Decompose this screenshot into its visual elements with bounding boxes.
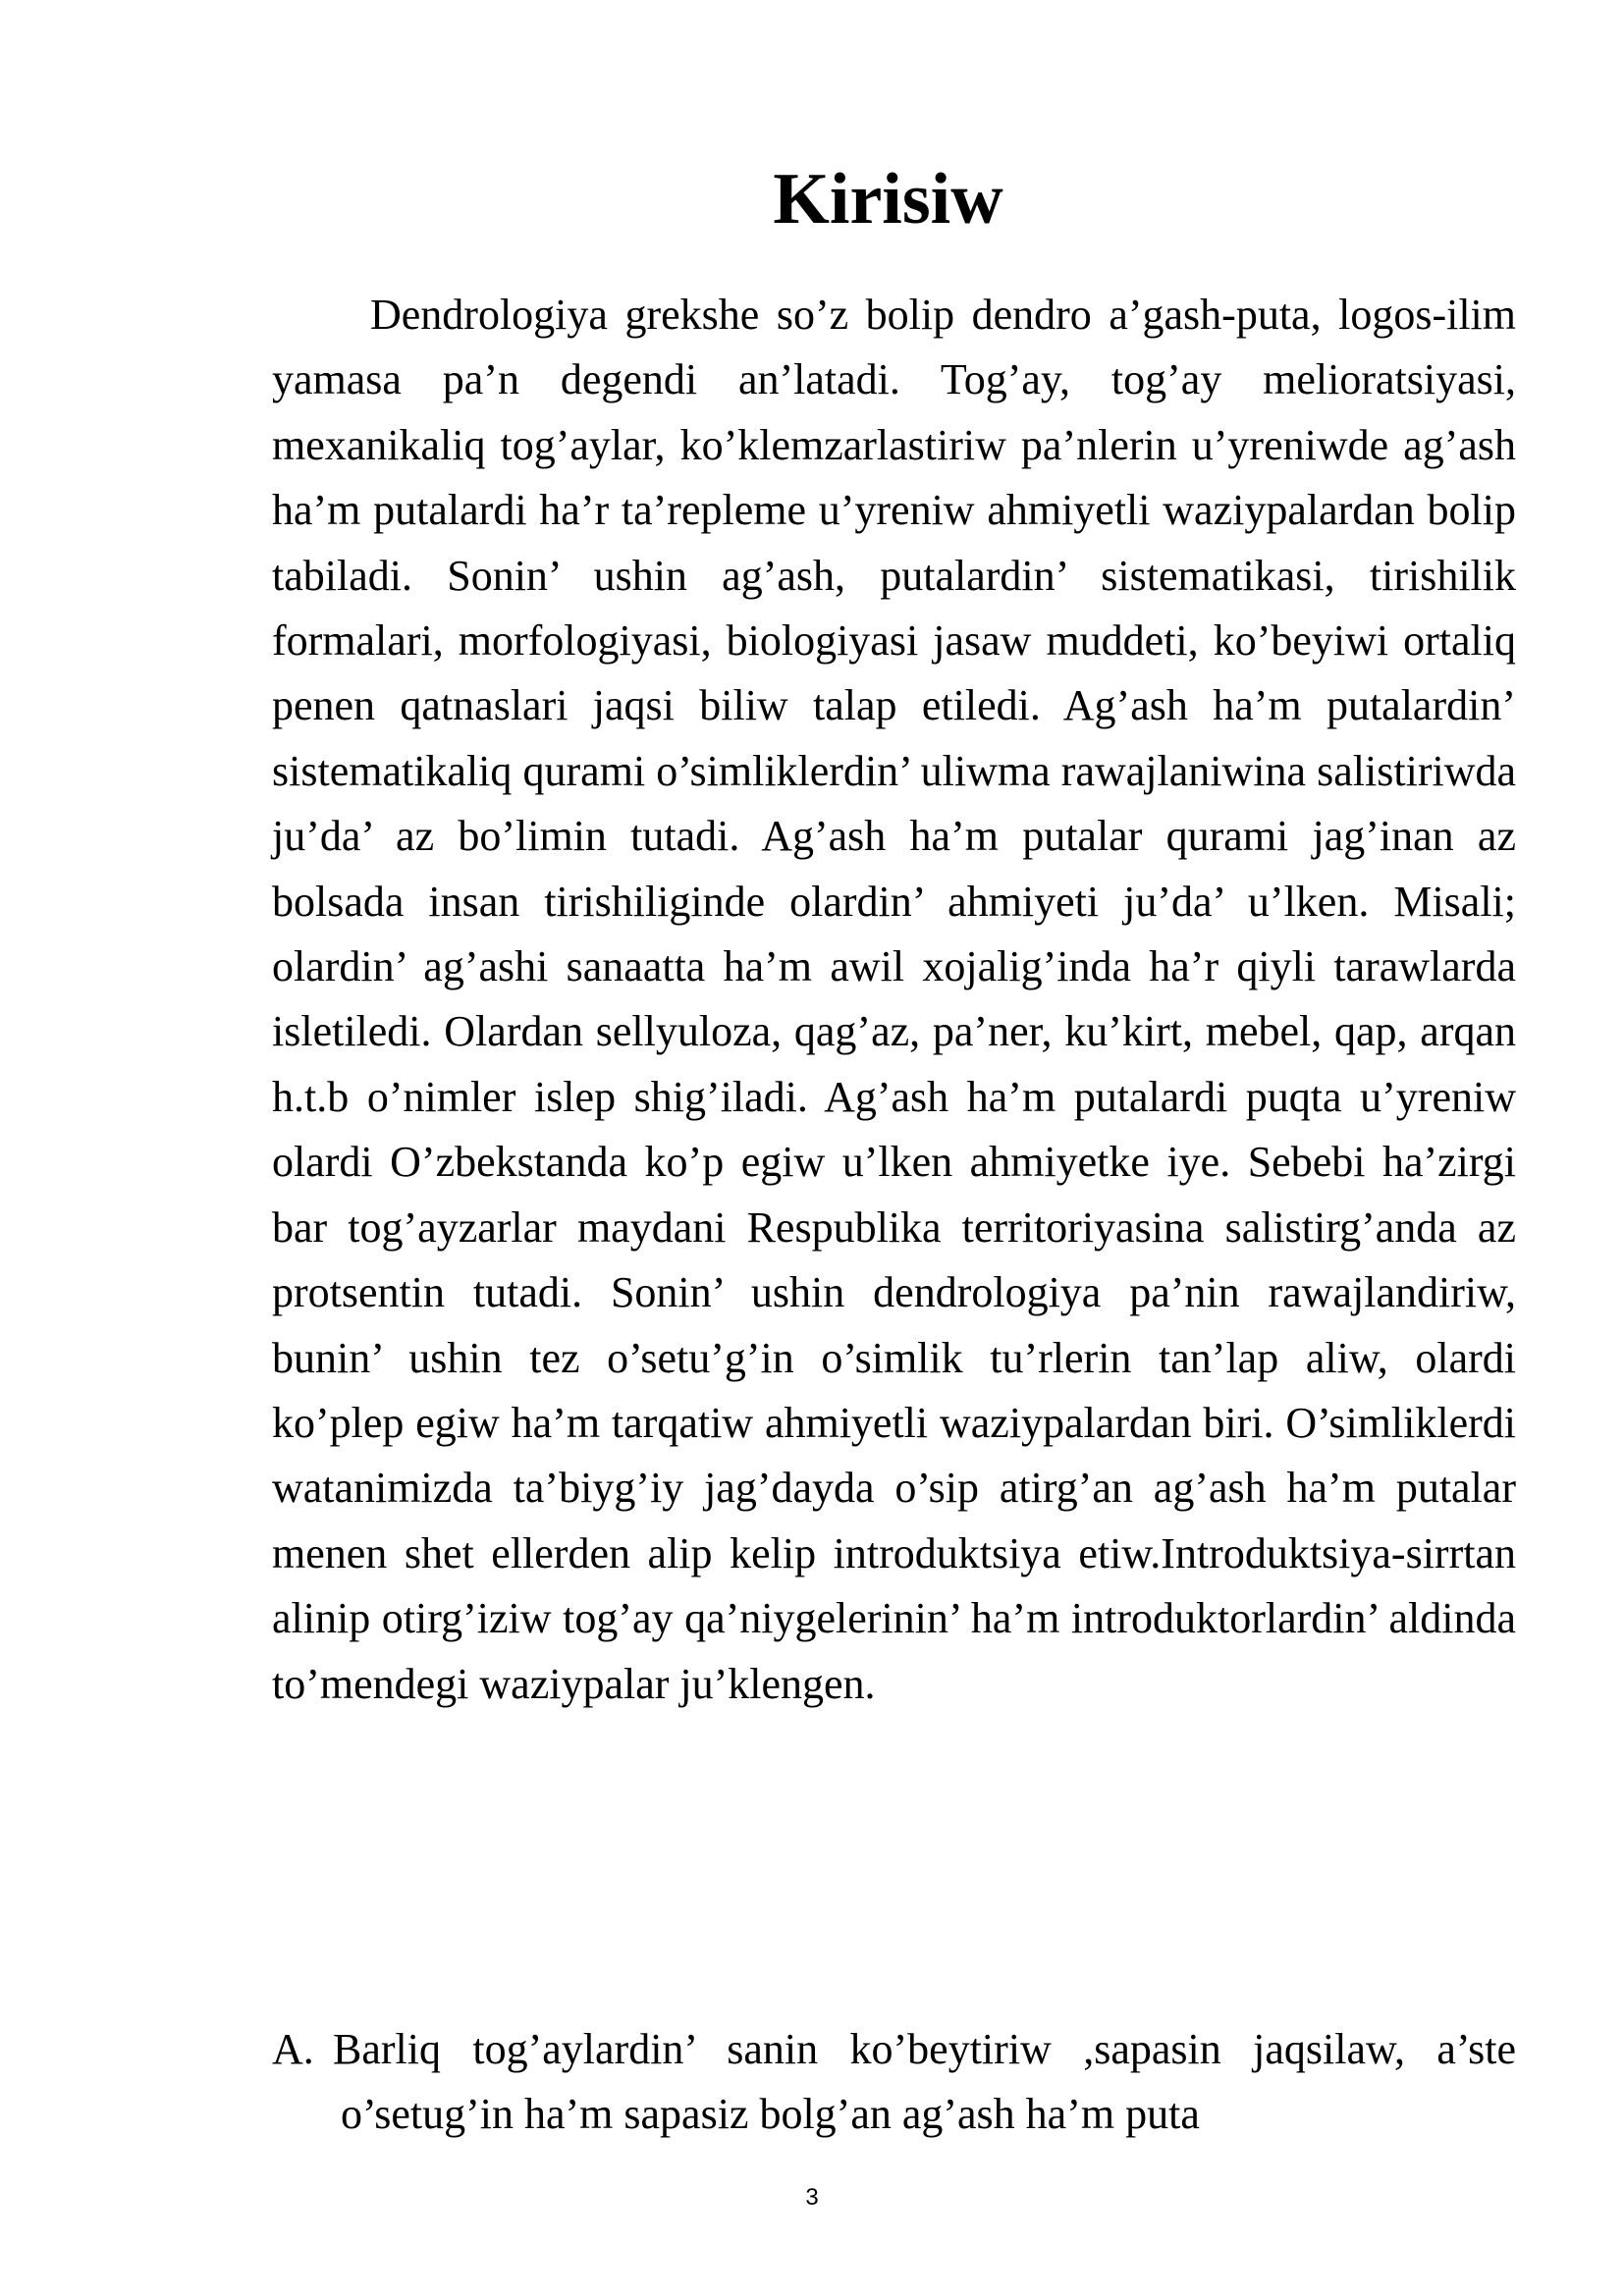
lettered-list [272,2017,1516,2148]
page-title: Kirisiw [773,159,1003,240]
list-item-text: Barliq tog’aylardin’ sanin ko’beytiriw ,sapasin jaqsilaw, a’ste o’setug’in ha’m sapasiz bolg’an ag’ash ha’m puta [333,2025,1516,2139]
list-item [272,2017,1516,2148]
page-number: 3 [805,2184,819,2211]
list-item-marker: A. [272,2025,314,2073]
body-paragraph: Dendrologiya grekshe so’z bolip dendro a’gash-puta, logos-ilim yamasa pa’n degendi an’latadi. Tog’ay, tog’ay melioratsiyasi, mexanikaliq tog’aylar, ko’klemzarlastiriw pa’nlerin u’yreniwde ag’ash ha’m putalardi ha’r ta’repleme u’yreniw ahmiyetli waziypalardan bolip tabiladi. Sonin’ ushin ag’ash, putalardin’ sistematikasi, tirishilik formalari, morfologiyasi, biologiyasi jasaw muddeti, ko’beyiwi ortaliq penen qatnaslari jaqsi biliw talap etiledi. Ag’ash ha’m putalardin’ sistematikaliq qurami o’simliklerdin’ uliwma rawajlaniwina salistiriwda ju’da’ az bo’limin tutadi. Ag’ash ha’m putalar qurami jag’inan az bolsada insan tirishiliginde olardin’ ahmiyeti ju’da’ u’lken. Misali; olardin’ ag’ashi sanaatta ha’m awil xojalig’inda ha’r qiyli tarawlarda isletiledi. Olardan sellyuloza, qag’az, pa’ner, ku’kirt, mebel, qap, arqan h.t.b o’nimler islep shig’iladi. Ag’ash ha’m putalardi puqta u’yreniw olardi O’zbekstanda ko’p egiw u’lken ahmiyetke iye. Sebebi ha’zirgi bar tog’ayzarlar maydani Respublika territoriyasina salistirg’anda az protsentin tutadi. Sonin’ ushin dendrologiya pa’nin rawajlandiriw, bunin’ ushin tez o’setu’g’in o’simlik tu’rlerin tan’lap aliw, olardi ko’plep egiw ha’m tarqatiw ahmiyetli waziypalardan biri. O’simliklerdi watanimizda ta’biyg’iy jag’dayda o’sip atirg’an ag’ash ha’m putalar menen shet ellerden alip kelip introduktsiya etiw.Introduktsiya-sirrtan alinip otirg’iziw tog’ay qa’niygelerinin’ ha’m introduktorlardin’ aldinda to’mendegi waziypalar ju’klengen. [272,291,1516,1708]
